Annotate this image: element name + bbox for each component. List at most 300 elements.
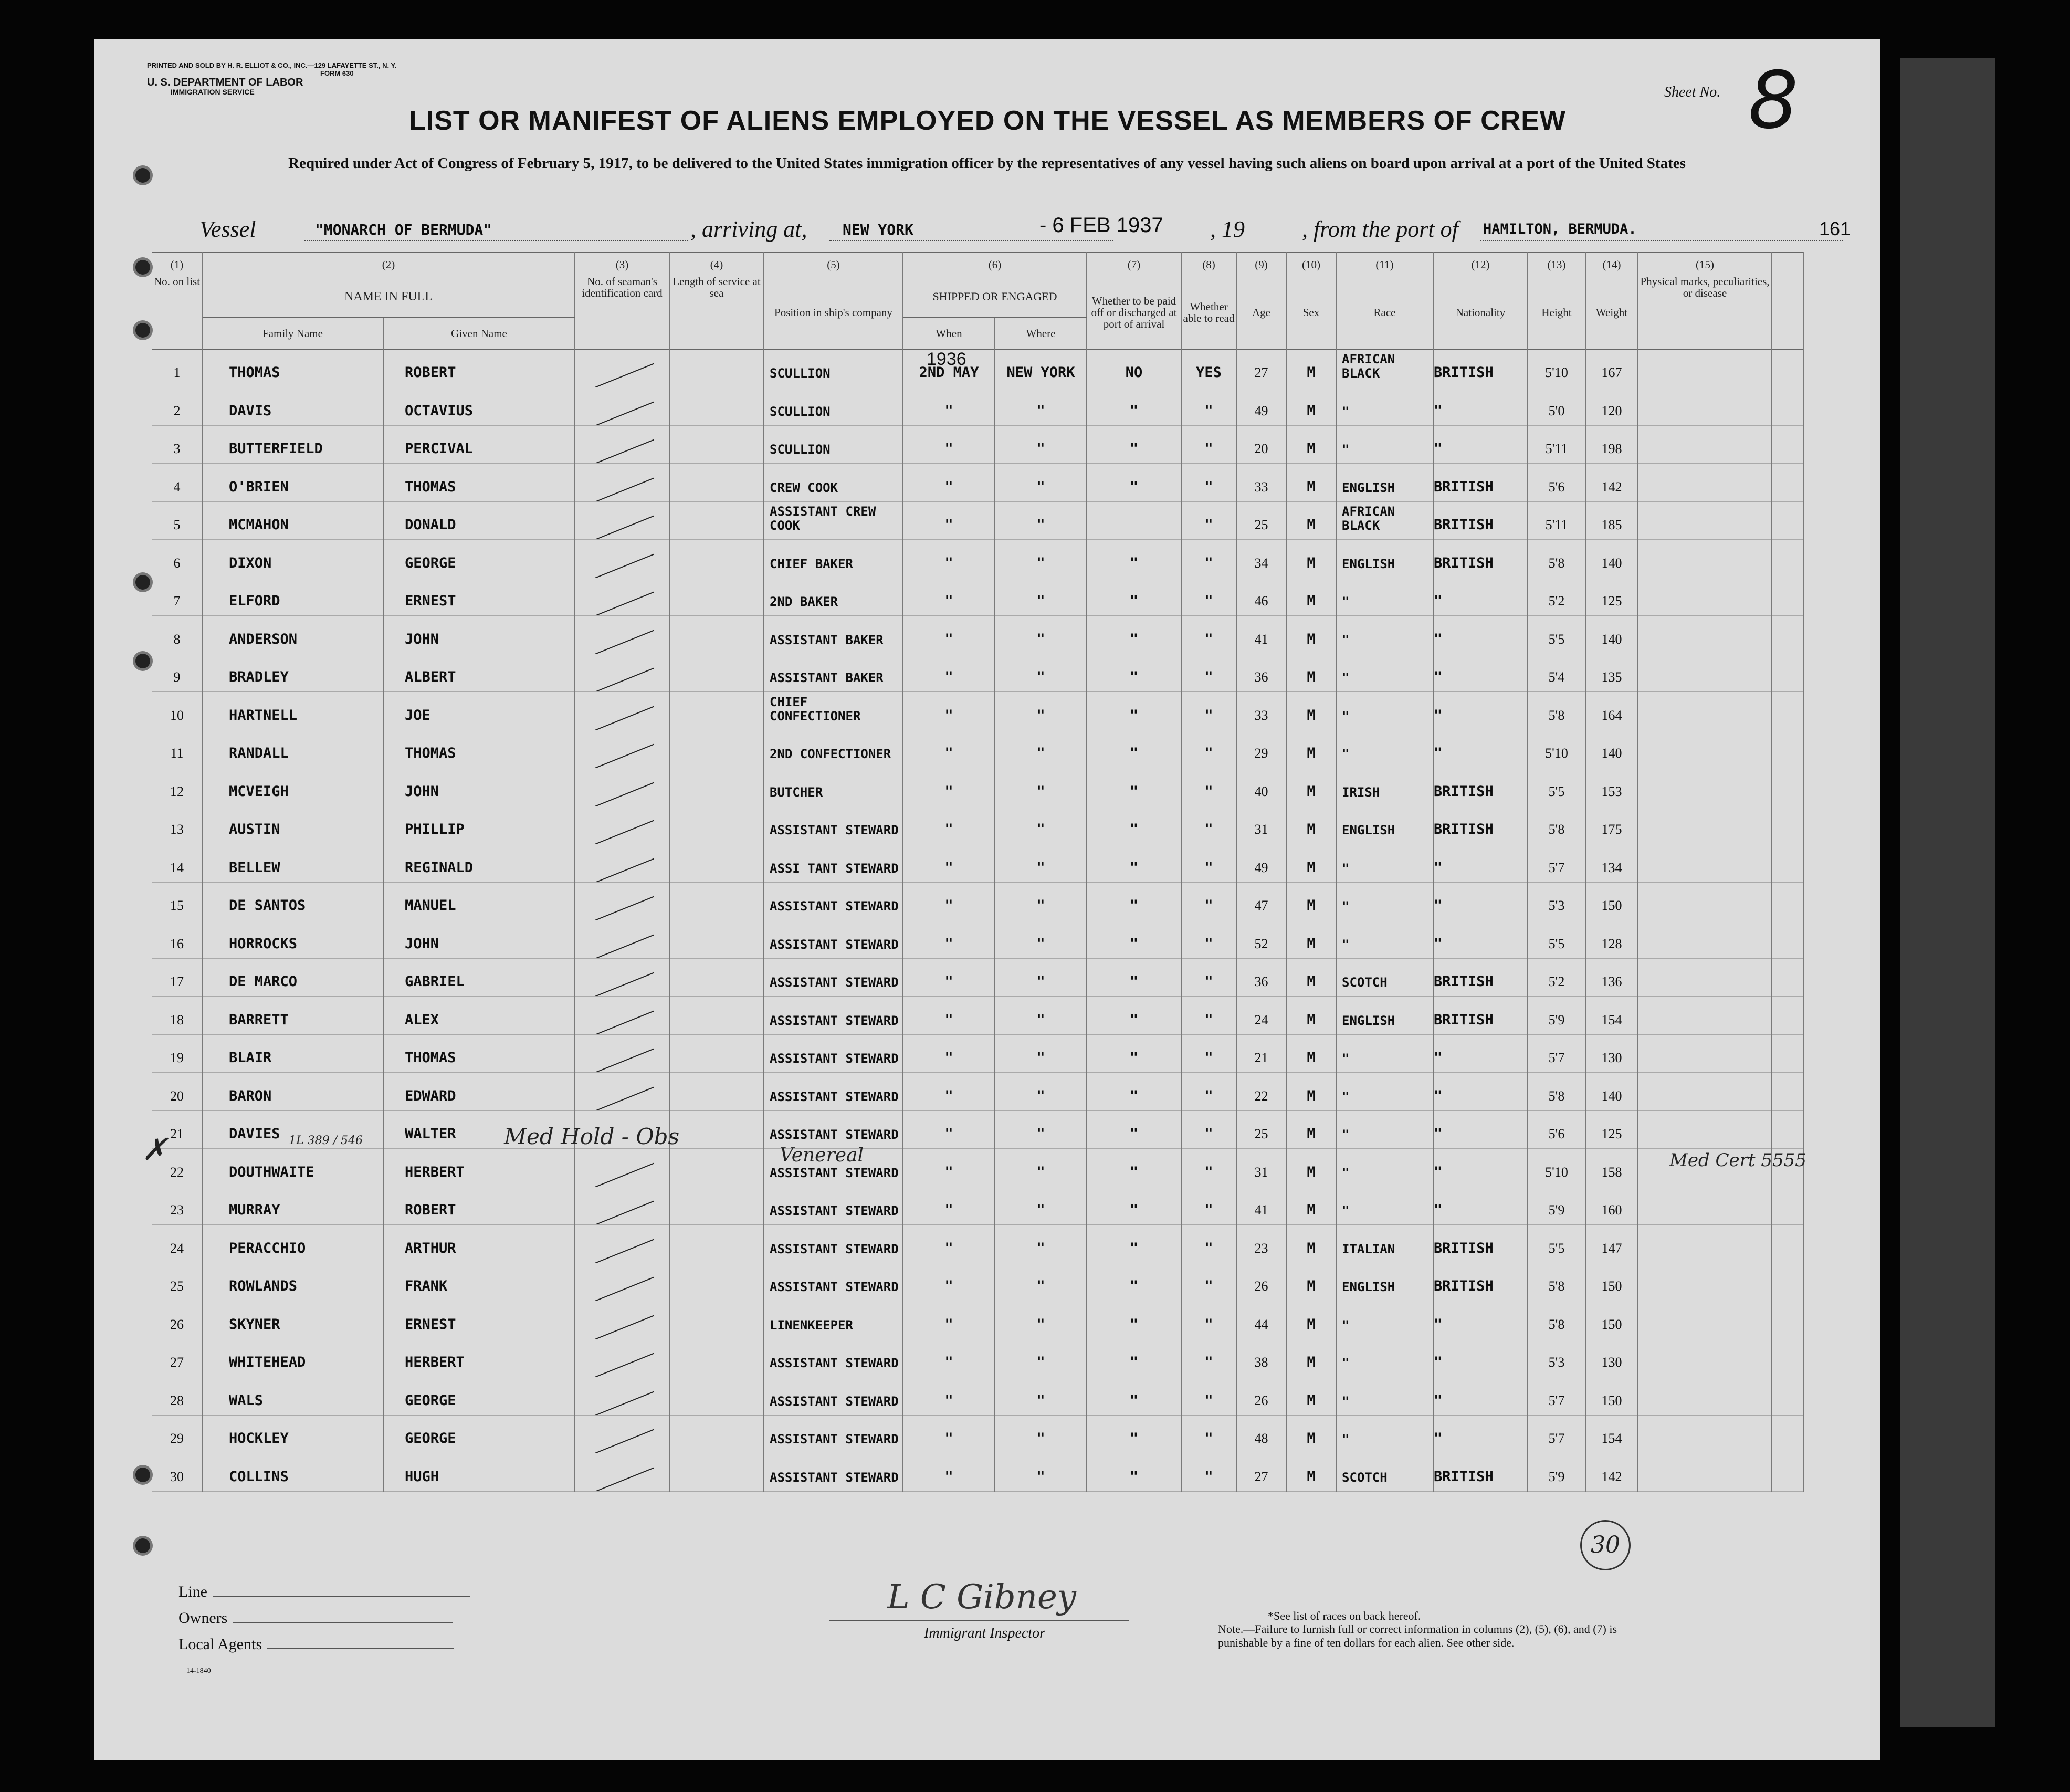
row-number-cell	[152, 958, 202, 997]
check-slash-icon	[590, 972, 654, 997]
shipped-when-cell	[903, 1377, 995, 1416]
shipped-where: "	[1036, 1430, 1045, 1447]
age-cell	[1236, 920, 1286, 959]
check-slash-icon	[590, 592, 654, 616]
race: SCOTCH	[1342, 975, 1388, 990]
position: ASSISTANT STEWARD	[770, 1470, 899, 1485]
position: ASSISTANT STEWARD	[770, 1280, 899, 1294]
family-name: MURRAY	[229, 1202, 280, 1218]
table-row	[152, 464, 1803, 502]
given-name: ERNEST	[405, 593, 456, 609]
given-name: GABRIEL	[405, 973, 465, 990]
sex-cell	[1286, 1187, 1336, 1225]
sex-cell	[1286, 1263, 1336, 1301]
age: 48	[1254, 1431, 1268, 1446]
row-number: 22	[170, 1164, 184, 1180]
position: ASSISTANT STEWARD	[770, 1203, 899, 1218]
race-cell	[1336, 806, 1433, 844]
spare-cell	[1772, 1377, 1803, 1416]
nationality-cell	[1433, 1301, 1528, 1339]
race: ITALIAN	[1342, 1241, 1395, 1256]
able-to-read: "	[1204, 1087, 1213, 1104]
family-name-cell	[202, 387, 383, 426]
weight-cell	[1585, 844, 1638, 883]
family-name-cell	[202, 501, 383, 540]
weight: 153	[1601, 783, 1622, 799]
paid-off-cell	[1087, 997, 1181, 1035]
shipped-when-cell	[903, 1110, 995, 1149]
shipped-where-cell	[995, 806, 1087, 844]
col-num: (11)	[1336, 253, 1433, 276]
given-name: HERBERT	[405, 1354, 465, 1370]
physical-marks-cell	[1638, 1110, 1772, 1149]
spare-cell	[1772, 425, 1803, 464]
height: 5'10	[1545, 365, 1568, 380]
col-num: (14)	[1585, 253, 1638, 276]
paid-off: "	[1129, 1164, 1139, 1180]
paid-off-cell	[1087, 806, 1181, 844]
check-slash-icon	[590, 1086, 654, 1110]
able-to-read: "	[1204, 1468, 1213, 1485]
row-number-cell	[152, 1263, 202, 1301]
given-name-cell	[383, 578, 575, 616]
position-cell	[764, 540, 903, 578]
weight-cell	[1585, 387, 1638, 426]
given-name-cell	[383, 1073, 575, 1111]
able-to-read-cell	[1181, 1377, 1236, 1416]
row-number-cell	[152, 768, 202, 806]
id-card-cell	[575, 1339, 669, 1377]
able-to-read-cell	[1181, 882, 1236, 920]
position-cell	[764, 1339, 903, 1377]
physical-marks-cell	[1638, 1415, 1772, 1453]
physical-marks-cell	[1638, 1187, 1772, 1225]
height-cell	[1528, 692, 1585, 730]
id-card-cell	[575, 425, 669, 464]
height: 5'3	[1548, 898, 1565, 913]
row-number-cell	[152, 616, 202, 654]
weight: 154	[1601, 1431, 1622, 1446]
race-cell	[1336, 1453, 1433, 1492]
height: 5'10	[1545, 1164, 1568, 1180]
service-length-cell	[669, 349, 764, 387]
shipped-when: "	[944, 517, 953, 533]
sex-cell	[1286, 425, 1336, 464]
able-to-read-cell	[1181, 387, 1236, 426]
family-name-cell	[202, 768, 383, 806]
family-name: BUTTERFIELD	[229, 441, 323, 457]
year-note: 1936	[927, 349, 966, 369]
header-marks: Physical marks, peculiarities, or disease	[1638, 276, 1772, 349]
service-length-cell	[669, 1263, 764, 1301]
nationality: "	[1434, 1164, 1443, 1180]
shipped-where: "	[1036, 1087, 1045, 1104]
family-name-cell	[202, 1453, 383, 1492]
height: 5'2	[1548, 974, 1565, 989]
shipped-when-cell	[903, 1225, 995, 1263]
position-cell	[764, 997, 903, 1035]
shipped-when-cell	[903, 958, 995, 997]
age: 49	[1254, 403, 1268, 418]
sex: M	[1307, 1202, 1316, 1218]
shipped-when: "	[944, 1468, 953, 1485]
able-to-read: "	[1204, 707, 1213, 724]
age: 41	[1254, 631, 1268, 647]
header-length: Length of service at sea	[669, 276, 764, 349]
age: 31	[1254, 822, 1268, 837]
position: ASSISTANT STEWARD	[770, 823, 899, 837]
physical-marks-cell	[1638, 1225, 1772, 1263]
weight: 130	[1601, 1050, 1622, 1065]
sex-cell	[1286, 616, 1336, 654]
family-name-cell	[202, 1301, 383, 1339]
given-name: OCTAVIUS	[405, 402, 474, 419]
physical-marks-cell	[1638, 997, 1772, 1035]
age-cell	[1236, 425, 1286, 464]
id-card-cell	[575, 844, 669, 883]
height-cell	[1528, 1339, 1585, 1377]
sex: M	[1307, 441, 1316, 457]
service-length-cell	[669, 1377, 764, 1416]
service-length-cell	[669, 1073, 764, 1111]
row-number: 28	[170, 1392, 184, 1408]
race: "	[1342, 632, 1350, 647]
paid-off-cell	[1087, 1453, 1181, 1492]
shipped-when: "	[944, 1240, 953, 1256]
spare-cell	[1772, 349, 1803, 387]
check-slash-icon	[590, 516, 654, 540]
position: CHIEF CONFECTIONER	[770, 694, 861, 724]
age: 24	[1254, 1012, 1268, 1028]
paid-off-cell	[1087, 730, 1181, 768]
family-name: BELLEW	[229, 859, 280, 876]
age-cell	[1236, 578, 1286, 616]
service-length-cell	[669, 730, 764, 768]
given-name: HUGH	[405, 1468, 439, 1485]
sex: M	[1307, 631, 1316, 647]
shipped-where: "	[1036, 669, 1045, 685]
position: CREW COOK	[770, 480, 838, 495]
spare-cell	[1772, 1263, 1803, 1301]
row-number-cell	[152, 1301, 202, 1339]
sex: M	[1307, 821, 1316, 837]
given-name: FRANK	[405, 1278, 448, 1294]
position: ASSISTANT STEWARD	[770, 899, 899, 914]
service-length-cell	[669, 1034, 764, 1073]
height-cell	[1528, 730, 1585, 768]
nationality-cell	[1433, 578, 1528, 616]
header-race: Race	[1336, 276, 1433, 349]
weight-cell	[1585, 1225, 1638, 1263]
height-cell	[1528, 654, 1585, 692]
row-number-cell	[152, 654, 202, 692]
race: ENGLISH	[1342, 1013, 1395, 1028]
height: 5'5	[1548, 783, 1565, 799]
id-card-cell	[575, 1377, 669, 1416]
check-slash-icon	[590, 477, 654, 501]
physical-marks-cell	[1638, 1263, 1772, 1301]
able-to-read: "	[1204, 1278, 1213, 1294]
header-id-card: No. of seaman's identification card	[575, 276, 669, 349]
arrival-date-stamp: - 6 FEB 1937	[1039, 214, 1163, 237]
weight: 140	[1601, 1088, 1622, 1104]
sex-cell	[1286, 1301, 1336, 1339]
able-to-read-cell	[1181, 464, 1236, 502]
sex: M	[1307, 364, 1316, 381]
family-name: O'BRIEN	[229, 478, 289, 495]
height: 5'5	[1548, 1240, 1565, 1256]
race: "	[1342, 1127, 1350, 1142]
able-to-read-cell	[1181, 768, 1236, 806]
given-name: GEORGE	[405, 554, 456, 571]
race-cell	[1336, 1187, 1433, 1225]
position: ASSISTANT STEWARD	[770, 1051, 899, 1066]
position: LINENKEEPER	[770, 1317, 853, 1333]
weight-cell	[1585, 806, 1638, 844]
table-row	[152, 1110, 1803, 1149]
given-name: REGINALD	[405, 859, 474, 876]
punch-hole	[135, 575, 150, 590]
footer-line-field	[178, 1583, 470, 1601]
given-name: PHILLIP	[405, 821, 465, 837]
port-underline	[829, 240, 1113, 241]
nationality: "	[1434, 593, 1443, 609]
col-num: (7)	[1087, 253, 1181, 276]
id-card-cell	[575, 1034, 669, 1073]
paid-off-cell	[1087, 578, 1181, 616]
age-cell	[1236, 958, 1286, 997]
nationality: BRITISH	[1434, 364, 1494, 381]
sheet-number: 8	[1748, 55, 1799, 146]
nationality: "	[1434, 1354, 1443, 1370]
spare-cell	[1772, 616, 1803, 654]
form-number: FORM 630	[320, 69, 354, 77]
race-cell	[1336, 1415, 1433, 1453]
weight: 154	[1601, 1012, 1622, 1028]
id-card-cell	[575, 1073, 669, 1111]
able-to-read-cell	[1181, 692, 1236, 730]
reference-number: 161	[1819, 218, 1851, 239]
able-to-read-cell	[1181, 1149, 1236, 1187]
agents-label: Local Agents	[178, 1636, 262, 1653]
given-name: ROBERT	[405, 1202, 456, 1218]
shipped-when-cell	[903, 1415, 995, 1453]
sex-cell	[1286, 997, 1336, 1035]
nationality-cell	[1433, 1377, 1528, 1416]
spare-cell	[1772, 387, 1803, 426]
weight-cell	[1585, 1073, 1638, 1111]
shipped-when: 2ND MAY	[919, 364, 979, 381]
shipped-where-cell	[995, 1263, 1087, 1301]
able-to-read: "	[1204, 631, 1213, 647]
row-number-cell	[152, 425, 202, 464]
family-name-cell	[202, 349, 383, 387]
sex-cell	[1286, 844, 1336, 883]
sex: M	[1307, 1240, 1316, 1256]
paid-off-cell	[1087, 1263, 1181, 1301]
height: 5'10	[1545, 746, 1568, 761]
position-cell	[764, 425, 903, 464]
family-name: PERACCHIO	[229, 1240, 306, 1256]
family-name: HORROCKS	[229, 935, 298, 952]
family-name: WHITEHEAD	[229, 1354, 306, 1370]
family-name-cell	[202, 616, 383, 654]
nationality-cell	[1433, 501, 1528, 540]
race: AFRICAN BLACK	[1342, 504, 1395, 533]
table-row	[152, 768, 1803, 806]
table-row	[152, 1187, 1803, 1225]
position-cell	[764, 692, 903, 730]
shipped-where: "	[1036, 1011, 1045, 1028]
paid-off: "	[1129, 707, 1139, 724]
shipped-when: "	[944, 1316, 953, 1333]
able-to-read: YES	[1196, 364, 1222, 381]
row-number: 8	[173, 631, 181, 647]
family-name-cell	[202, 997, 383, 1035]
age: 23	[1254, 1240, 1268, 1256]
height: 5'8	[1548, 1316, 1565, 1332]
sex: M	[1307, 897, 1316, 914]
paid-off: "	[1129, 1087, 1139, 1104]
spare-cell	[1772, 768, 1803, 806]
weight-cell	[1585, 1263, 1638, 1301]
age: 47	[1254, 898, 1268, 913]
family-name-cell	[202, 1034, 383, 1073]
service-length-cell	[669, 1453, 764, 1492]
given-name: JOHN	[405, 631, 439, 647]
paid-off: "	[1129, 1240, 1139, 1256]
paid-off-cell	[1087, 1377, 1181, 1416]
race: ENGLISH	[1342, 1280, 1395, 1294]
check-slash-icon	[590, 896, 654, 920]
row-number-cell	[152, 387, 202, 426]
shipped-when-cell	[903, 730, 995, 768]
punch-hole	[135, 1538, 150, 1553]
punch-hole	[135, 654, 150, 668]
family-name-cell	[202, 1073, 383, 1111]
inspector-signature: L C Gibney	[887, 1578, 1076, 1617]
given-name: THOMAS	[405, 1050, 456, 1066]
shipped-where: "	[1036, 783, 1045, 800]
family-name-cell	[202, 540, 383, 578]
paid-off-cell	[1087, 920, 1181, 959]
height-cell	[1528, 578, 1585, 616]
height-cell	[1528, 1453, 1585, 1492]
race-cell	[1336, 654, 1433, 692]
position: CHIEF BAKER	[770, 556, 853, 571]
spare-cell	[1772, 1301, 1803, 1339]
height-cell	[1528, 806, 1585, 844]
height: 5'5	[1548, 631, 1565, 647]
family-name-cell	[202, 464, 383, 502]
shipped-when-cell	[903, 540, 995, 578]
able-to-read-cell	[1181, 1110, 1236, 1149]
row-number: 14	[170, 860, 184, 875]
shipped-where: "	[1036, 745, 1045, 761]
col-num: (10)	[1286, 253, 1336, 276]
race: ENGLISH	[1342, 480, 1395, 495]
position: ASSISTANT STEWARD	[770, 937, 899, 952]
paid-off: "	[1129, 441, 1139, 457]
given-name: HERBERT	[405, 1164, 465, 1180]
given-name: EDWARD	[405, 1087, 456, 1104]
service-length-cell	[669, 1415, 764, 1453]
race-cell	[1336, 997, 1433, 1035]
position: ASSISTANT STEWARD	[770, 1241, 899, 1256]
punch-hole	[135, 168, 150, 183]
check-slash-icon	[590, 1162, 654, 1187]
id-card-cell	[575, 349, 669, 387]
row-number: 11	[170, 746, 184, 761]
paid-off: "	[1129, 1050, 1139, 1066]
nationality-cell	[1433, 1453, 1528, 1492]
paid-off: "	[1129, 478, 1139, 495]
race: "	[1342, 1356, 1350, 1370]
race-cell	[1336, 1263, 1433, 1301]
nationality: "	[1434, 669, 1443, 685]
col-num: (15)	[1638, 253, 1772, 276]
shipped-when-cell	[903, 464, 995, 502]
shipped-where-cell	[995, 1415, 1087, 1453]
weight-cell	[1585, 1377, 1638, 1416]
row-number-cell	[152, 1034, 202, 1073]
service-length-cell	[669, 464, 764, 502]
shipped-where: "	[1036, 707, 1045, 724]
position-cell	[764, 1263, 903, 1301]
table-row	[152, 501, 1803, 540]
position-cell	[764, 1187, 903, 1225]
row-number-cell	[152, 1225, 202, 1263]
nationality-cell	[1433, 1339, 1528, 1377]
height: 5'7	[1548, 1392, 1565, 1408]
row-number-cell	[152, 1339, 202, 1377]
nationality: "	[1434, 745, 1443, 761]
family-name: MCVEIGH	[229, 783, 289, 800]
nationality-cell	[1433, 1149, 1528, 1187]
paid-off: "	[1129, 593, 1139, 609]
weight: 140	[1601, 746, 1622, 761]
weight-cell	[1585, 882, 1638, 920]
check-slash-icon	[590, 706, 654, 730]
able-to-read-cell	[1181, 1415, 1236, 1453]
family-name-cell	[202, 1187, 383, 1225]
row-number: 4	[173, 479, 181, 495]
sex: M	[1307, 859, 1316, 876]
shipped-where-cell	[995, 997, 1087, 1035]
height-cell	[1528, 540, 1585, 578]
row-number: 20	[170, 1088, 184, 1104]
shipped-where: "	[1036, 554, 1045, 571]
id-card-cell	[575, 920, 669, 959]
sex: M	[1307, 935, 1316, 952]
position: ASSISTANT STEWARD	[770, 1432, 899, 1447]
shipped-where: "	[1036, 402, 1045, 419]
shipped-where: "	[1036, 1240, 1045, 1256]
nationality-cell	[1433, 1263, 1528, 1301]
sex-cell	[1286, 692, 1336, 730]
family-name: ANDERSON	[229, 631, 298, 647]
physical-marks-cell	[1638, 464, 1772, 502]
table-row	[152, 1225, 1803, 1263]
able-to-read-cell	[1181, 501, 1236, 540]
weight-cell	[1585, 1301, 1638, 1339]
age-cell	[1236, 844, 1286, 883]
row-number-cell	[152, 1415, 202, 1453]
race: IRISH	[1342, 784, 1380, 800]
able-to-read-cell	[1181, 425, 1236, 464]
family-name-cell	[202, 844, 383, 883]
shipped-where-cell	[995, 616, 1087, 654]
